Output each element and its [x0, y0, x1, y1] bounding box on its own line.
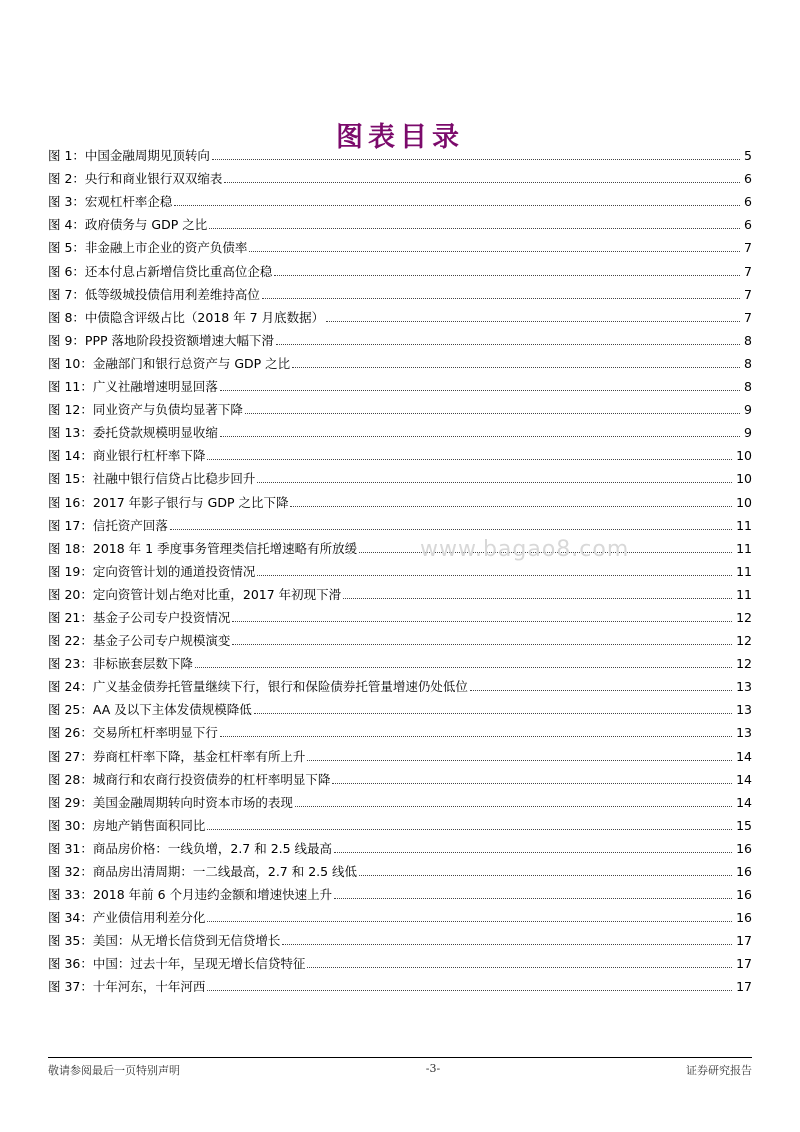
dot-leader [220, 390, 740, 391]
dot-leader [220, 436, 740, 437]
toc-entry-label: 图 16：2017 年影子银行与 GDP 之比下降 [48, 494, 289, 510]
toc-entry-label: 图 10：金融部门和银行总资产与 GDP 之比 [48, 355, 291, 371]
toc-entry[interactable] [48, 303, 752, 326]
toc-entry-page: 5 [744, 148, 752, 164]
dot-leader [195, 667, 732, 668]
toc-entry-page: 6 [744, 171, 752, 187]
toc-entry-page: 7 [744, 286, 752, 302]
toc-entry-label: 图 37：十年河东，十年河西 [48, 979, 206, 995]
toc-entry-page: 12 [736, 633, 752, 649]
toc-entry-page: 16 [736, 887, 752, 903]
toc-entry[interactable] [48, 672, 752, 695]
dot-leader [292, 367, 740, 368]
toc-entry[interactable] [48, 534, 752, 557]
dot-leader [276, 344, 740, 345]
toc-entry[interactable] [48, 695, 752, 718]
toc-entry[interactable] [48, 395, 752, 418]
toc-entry[interactable] [48, 765, 752, 788]
dot-leader [282, 944, 732, 945]
toc-entry-label: 图 19：定向资管计划的通道投资情况 [48, 563, 256, 579]
toc-entry[interactable] [48, 487, 752, 510]
dot-leader [207, 921, 732, 922]
dot-leader [332, 783, 732, 784]
toc-entry-page: 10 [736, 448, 752, 464]
toc-entry[interactable] [48, 972, 752, 995]
toc-entry[interactable] [48, 326, 752, 349]
toc-entry-label: 图 2：央行和商业银行双双缩表 [48, 171, 223, 187]
dot-leader [224, 182, 740, 183]
page-title: 图表目录 [336, 122, 464, 154]
toc-entry[interactable] [48, 857, 752, 880]
dot-leader [274, 275, 740, 276]
dot-leader [334, 898, 732, 899]
toc-entry-label: 图 34：产业债信用利差分化 [48, 910, 206, 926]
toc-entry-label: 图 21：基金子公司专户投资情况 [48, 609, 231, 625]
toc-entry-page: 16 [736, 910, 752, 926]
toc-entry[interactable] [48, 649, 752, 672]
toc-entry-page: 10 [736, 494, 752, 510]
watermark: www.bagao8.com [420, 537, 630, 562]
toc-entry-page: 10 [736, 471, 752, 487]
toc-entry-page: 14 [736, 771, 752, 787]
dot-leader [257, 575, 732, 576]
toc-entry[interactable] [48, 372, 752, 395]
toc-entry-label: 图 5：非金融上市企业的资产负债率 [48, 240, 248, 256]
footer-divider [48, 1057, 752, 1058]
toc-entry-page: 11 [736, 517, 752, 533]
toc-entry-page: 13 [736, 725, 752, 741]
toc-entry-label: 图 7：低等级城投债信用利差维持高位 [48, 286, 260, 302]
toc-entry[interactable] [48, 626, 752, 649]
toc-entry-page: 13 [736, 679, 752, 695]
toc-entry-label: 图 20：定向资管计划占绝对比重，2017 年初现下滑 [48, 586, 342, 602]
toc-entry-label: 图 4：政府债务与 GDP 之比 [48, 217, 208, 233]
toc-entry-label: 图 24：广义基金债券托管量继续下行，银行和保险债券托管量增速仍处低位 [48, 679, 468, 695]
toc-entry-label: 图 23：非标嵌套层数下降 [48, 656, 193, 672]
dot-leader [220, 736, 732, 737]
toc-entry-label: 图 28：城商行和农商行投资债券的杠杆率明显下降 [48, 771, 331, 787]
dot-leader [262, 298, 740, 299]
toc-entry-label: 图 32：商品房出清周期：一二线最高，2.7 和 2.5 线低 [48, 864, 358, 879]
toc-entry-label: 图 25：AA 及以下主体发债规模降低 [48, 702, 252, 718]
toc-entry[interactable] [48, 603, 752, 626]
toc-entry-page: 16 [736, 864, 752, 879]
toc-entry-label: 图 8：中债隐含评级占比（2018 年 7 月底数据） [48, 309, 325, 325]
dot-leader [343, 598, 732, 599]
dot-leader [257, 482, 732, 483]
toc-entry-page: 7 [744, 240, 752, 256]
toc-entry-page: 11 [736, 563, 752, 579]
toc-entry[interactable] [48, 233, 752, 256]
toc-entry[interactable] [48, 349, 752, 372]
dot-leader [470, 690, 732, 691]
toc-entry-label: 图 11：广义社融增速明显回落 [48, 379, 218, 395]
dot-leader [307, 967, 732, 968]
toc-entry[interactable] [48, 811, 752, 834]
dot-leader [334, 852, 732, 853]
toc-entry-page: 16 [736, 840, 752, 856]
table-of-figures [48, 141, 752, 995]
toc-entry[interactable] [48, 834, 752, 857]
dot-leader [207, 829, 732, 830]
toc-entry[interactable] [48, 580, 752, 603]
toc-entry[interactable] [48, 441, 752, 464]
toc-entry-label: 图 15：社融中银行信贷占比稳步回升 [48, 471, 256, 487]
toc-entry[interactable] [48, 187, 752, 210]
toc-entry[interactable] [48, 210, 752, 233]
toc-entry[interactable] [48, 418, 752, 441]
toc-entry-page: 12 [736, 609, 752, 625]
toc-entry-page: 6 [744, 217, 752, 233]
dot-leader [170, 529, 732, 530]
toc-entry-page: 12 [736, 656, 752, 672]
dot-leader [295, 806, 732, 807]
toc-entry-page: 14 [736, 794, 752, 810]
toc-entry-label: 图 3：宏观杠杆率企稳 [48, 194, 173, 210]
footer-disclaimer: 敬请参阅最后一页特别声明 [48, 1064, 180, 1077]
dot-leader [207, 459, 732, 460]
toc-entry-label: 图 6：还本付息占新增信贷比重高位企稳 [48, 263, 273, 279]
toc-entry-page: 13 [736, 702, 752, 718]
toc-entry[interactable] [48, 511, 752, 534]
toc-entry[interactable] [48, 949, 752, 972]
toc-entry-label: 图 17：信托资产回落 [48, 517, 168, 533]
toc-entry-label: 图 31：商品房价格：一线负增，2.7 和 2.5 线最高 [48, 840, 333, 856]
toc-entry-label: 图 9：PPP 落地阶段投资额增速大幅下滑 [48, 332, 275, 348]
toc-entry[interactable] [48, 164, 752, 187]
toc-entry[interactable] [48, 464, 752, 487]
toc-entry-page: 7 [744, 309, 752, 325]
toc-entry-label: 图 1：中国金融周期见顶转向 [48, 148, 210, 164]
dot-leader [307, 760, 732, 761]
toc-entry-label: 图 33：2018 年前 6 个月违约金额和增速快速上升 [48, 887, 333, 903]
dot-leader [245, 413, 740, 414]
toc-entry-label: 图 35：美国：从无增长信贷到无信贷增长 [48, 933, 281, 949]
toc-entry-page: 9 [744, 425, 752, 441]
toc-entry-page: 7 [744, 263, 752, 279]
toc-entry-label: 图 18：2018 年 1 季度事务管理类信托增速略有所放缓 [48, 540, 358, 556]
toc-entry-label: 图 13：委托贷款规模明显收缩 [48, 425, 218, 441]
toc-entry-label: 图 26：交易所杠杆率明显下行 [48, 725, 218, 741]
toc-entry[interactable] [48, 141, 752, 164]
toc-entry[interactable] [48, 880, 752, 903]
toc-entry-page: 8 [744, 332, 752, 348]
toc-entry-page: 8 [744, 379, 752, 395]
dot-leader [359, 875, 732, 876]
toc-entry-label: 图 12：同业资产与负债均显著下降 [48, 402, 243, 418]
toc-entry-label: 图 29：美国金融周期转向时资本市场的表现 [48, 794, 293, 810]
toc-entry-page: 9 [744, 402, 752, 418]
dot-leader [232, 644, 732, 645]
toc-entry-page: 11 [736, 586, 752, 602]
dot-leader [209, 228, 740, 229]
toc-entry-page: 17 [736, 979, 752, 995]
dot-leader [254, 713, 732, 714]
toc-entry-page: 14 [736, 748, 752, 764]
toc-entry-label: 图 27：券商杠杆率下降，基金杠杆率有所上升 [48, 748, 306, 764]
toc-entry-page: 11 [736, 540, 752, 556]
dot-leader [249, 251, 740, 252]
page-footer [48, 1062, 752, 1078]
footer-report-type: 证券研究报告 [686, 1064, 752, 1077]
dot-leader [207, 990, 732, 991]
toc-entry-page: 6 [744, 194, 752, 210]
page-number: -3- [425, 1062, 441, 1075]
toc-entry-label: 图 22：基金子公司专户规模演变 [48, 633, 231, 649]
toc-entry-label: 图 14：商业银行杠杆率下降 [48, 448, 206, 464]
toc-entry[interactable] [48, 557, 752, 580]
toc-entry-label: 图 36：中国：过去十年，呈现无增长信贷特征 [48, 956, 306, 972]
toc-entry-page: 17 [736, 933, 752, 949]
toc-entry-page: 15 [736, 817, 752, 833]
toc-entry-page: 8 [744, 355, 752, 371]
toc-entry[interactable] [48, 788, 752, 811]
toc-entry[interactable] [48, 903, 752, 926]
dot-leader [290, 506, 732, 507]
toc-entry[interactable] [48, 718, 752, 741]
dot-leader [326, 321, 740, 322]
toc-entry[interactable] [48, 741, 752, 764]
dot-leader [212, 159, 740, 160]
toc-entry-label: 图 30：房地产销售面积同比 [48, 817, 206, 833]
toc-entry[interactable] [48, 926, 752, 949]
toc-entry[interactable] [48, 256, 752, 279]
toc-entry-page: 17 [736, 956, 752, 972]
dot-leader [174, 205, 740, 206]
dot-leader [232, 621, 732, 622]
toc-entry[interactable] [48, 280, 752, 303]
